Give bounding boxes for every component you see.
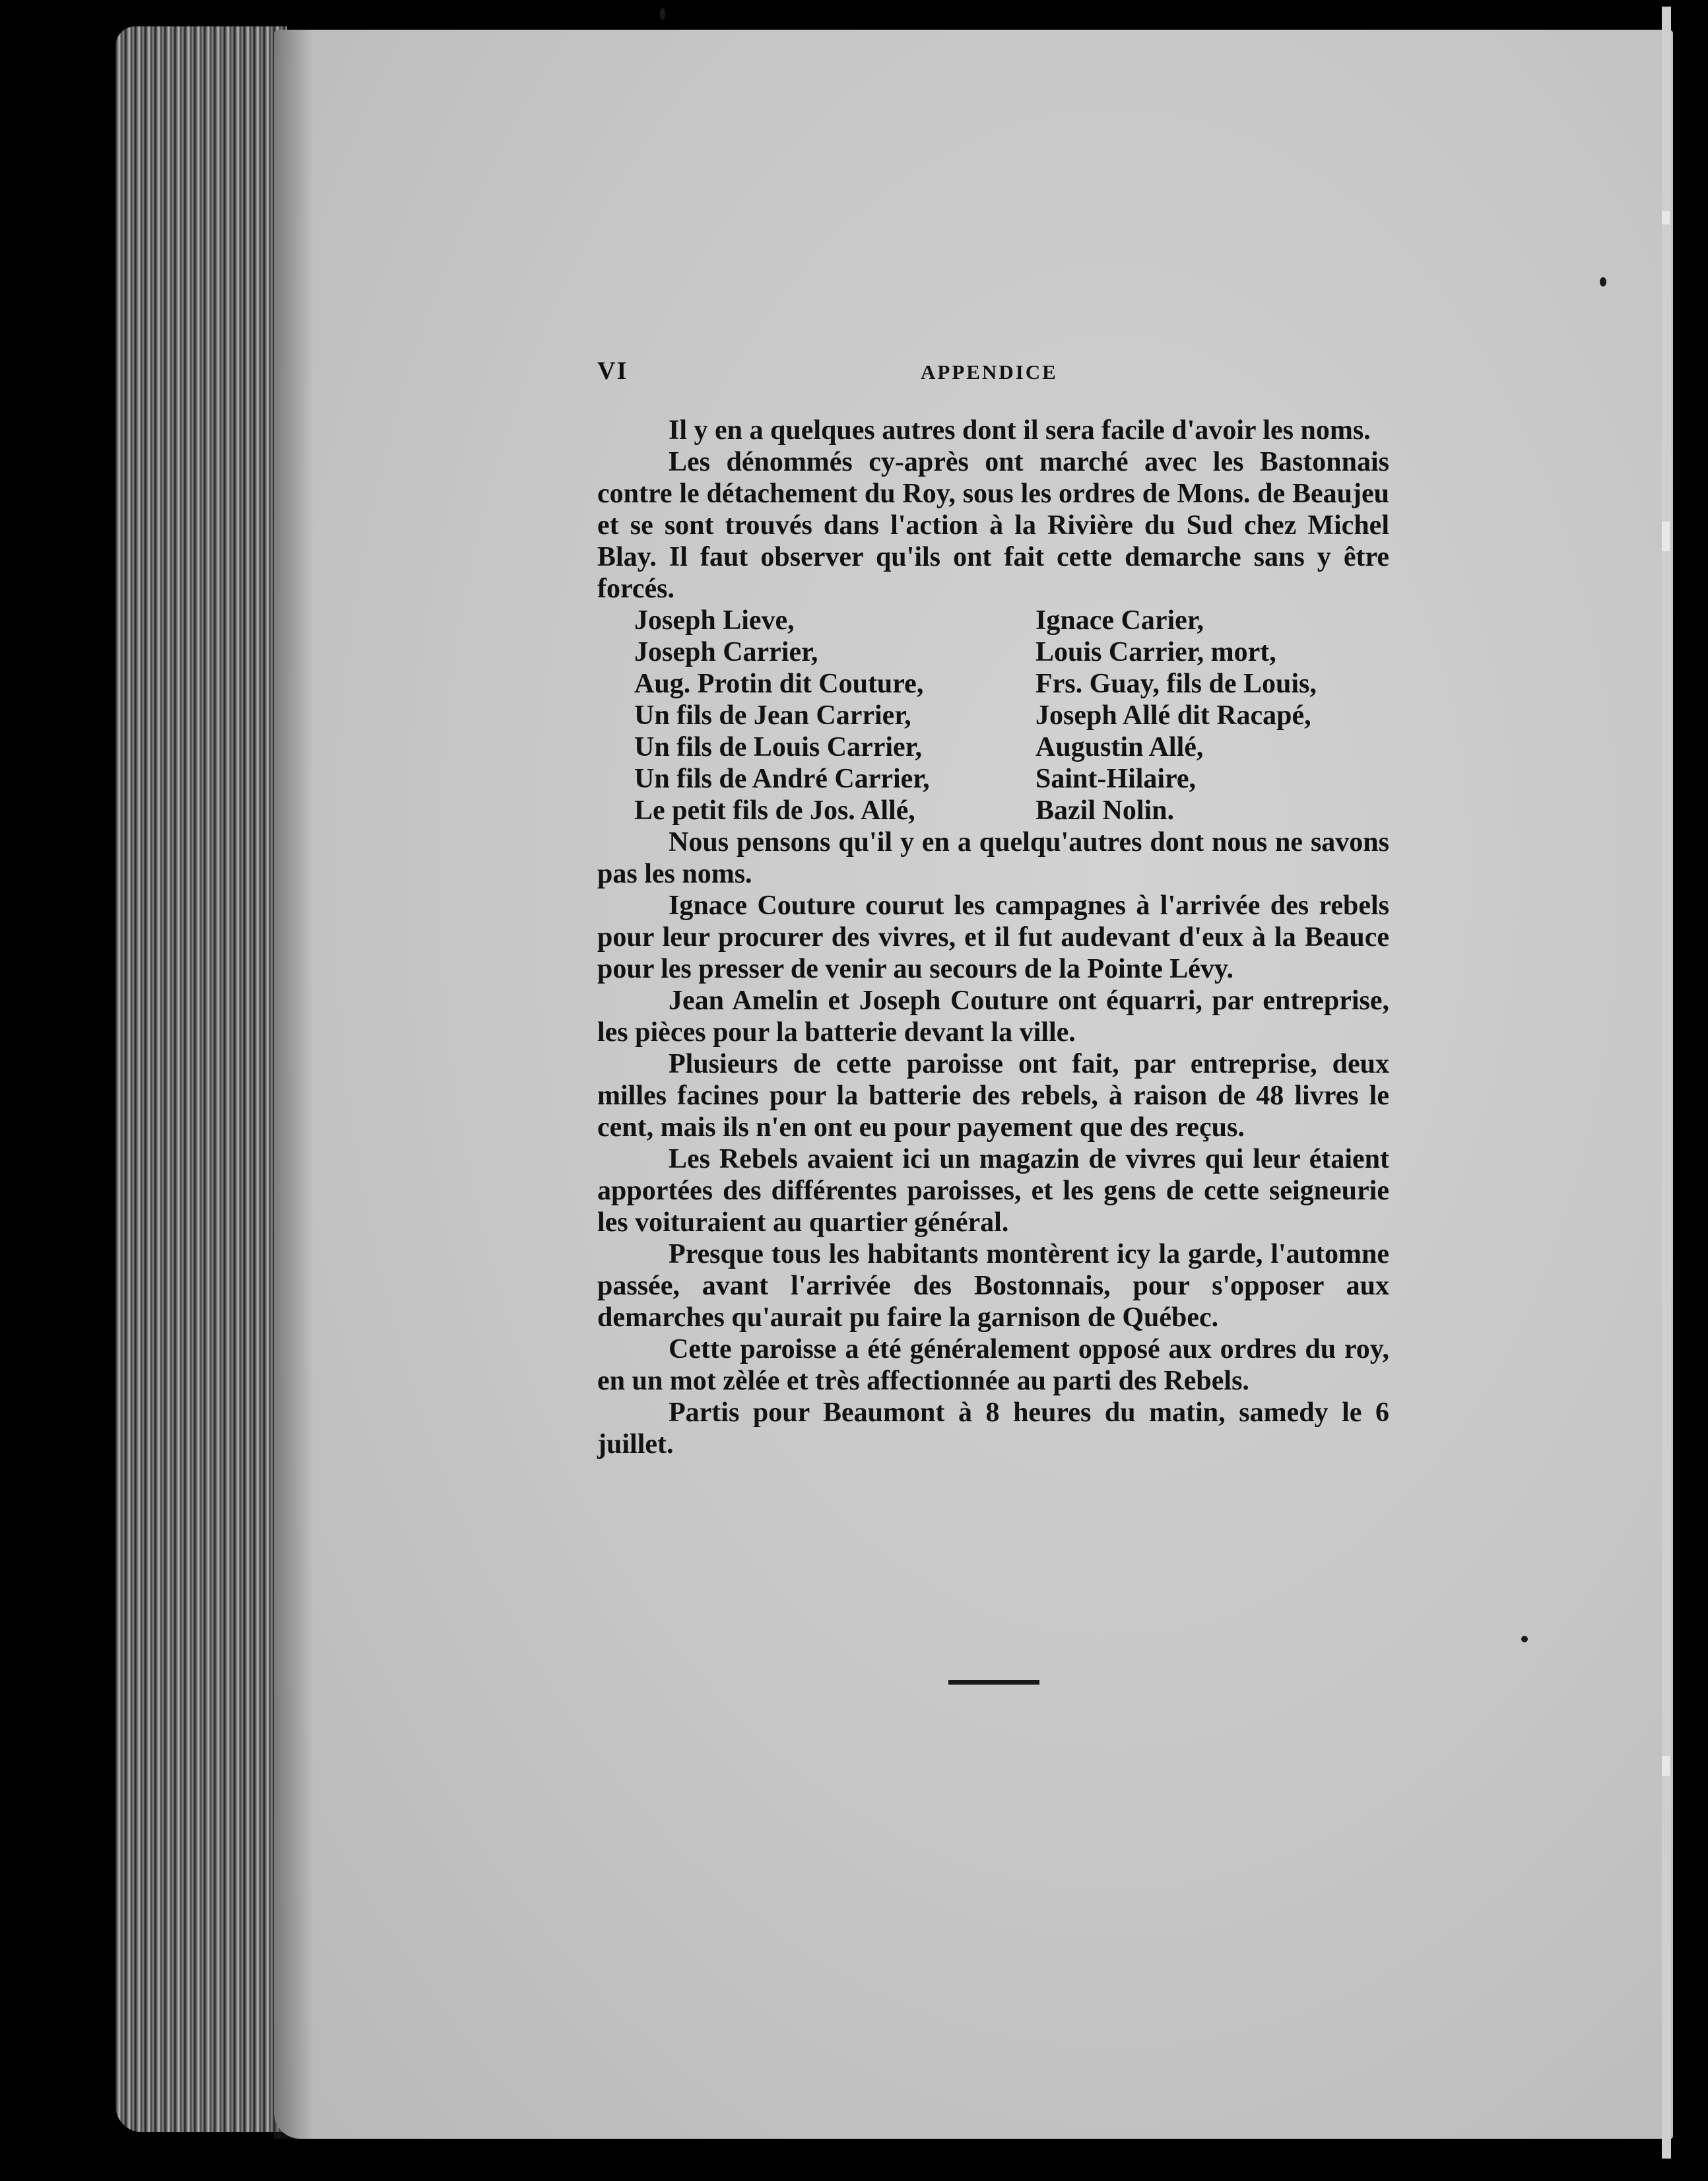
page-body (597, 415, 1389, 1460)
paragraph: Cette paroisse a été généralement opposé aux ordres du roy, en un mot zèlée et très affectionnée au parti des Rebels. (597, 1334, 1389, 1396)
names-list (597, 605, 1389, 826)
right-page-edge (1662, 7, 1671, 2159)
name-entry: Joseph Carrier, (634, 637, 818, 667)
name-entry: Le petit fils de Jos. Allé, (634, 795, 915, 826)
paragraph: Jean Amelin et Joseph Couture ont équarri, par entreprise, les pièces pour la batterie devant la ville. (597, 986, 1389, 1048)
name-entry: Un fils de Louis Carrier, (634, 732, 922, 762)
page-header (597, 356, 1389, 389)
gutter-shadow (274, 30, 313, 2139)
paragraph: Les dénommés cy-après ont marché avec les Bastonnais contre le détachement du Roy, sous les ordres de Mons. de Beaujeu et se sont trouvés dans l'action à la Rivière du Sud chez Michel Blay. Il faut observer qu'ils ont fait cette demarche sans y être forcés. (597, 447, 1389, 604)
book-page-edges (115, 26, 287, 2132)
paragraph: Il y en a quelques autres dont il sera facile d'avoir les noms. (669, 415, 1371, 446)
paragraph: Les Rebels avaient ici un magazin de vivres qui leur étaient apportées des différentes paroisses, et les gens de cette seigneurie les voituraient au quartier général. (597, 1144, 1389, 1238)
name-entry: Bazil Nolin. (1035, 795, 1175, 826)
name-entry: Joseph Lieve, (634, 605, 795, 636)
edge-mark (1662, 521, 1670, 551)
name-entry: Un fils de Jean Carrier, (634, 700, 911, 731)
name-entry: Frs. Guay, fils de Louis, (1035, 669, 1317, 699)
name-entry: Aug. Protin dit Couture, (634, 669, 924, 699)
name-entry: Louis Carrier, mort, (1035, 637, 1276, 667)
name-entry: Augustin Allé, (1035, 732, 1204, 762)
ink-speck (1521, 1636, 1528, 1642)
name-entry: Joseph Allé dit Racapé, (1035, 700, 1311, 731)
section-end-rule (948, 1680, 1039, 1685)
name-entry: Saint-Hilaire, (1035, 764, 1197, 794)
name-entry: Ignace Carier, (1035, 605, 1204, 636)
paragraph: Plusieurs de cette paroisse ont fait, par entreprise, deux milles facines pour la batterie des rebels, à raison de 48 livres le cent, mais ils n'en ont eu pour payement que des reçus. (597, 1049, 1389, 1143)
paragraph: Partis pour Beaumont à 8 heures du matin, samedy le 6 juillet. (597, 1397, 1389, 1460)
names-column-right (1035, 605, 1379, 826)
ink-speck (660, 8, 665, 20)
ink-speck (1600, 277, 1606, 286)
edge-mark (1662, 211, 1670, 224)
edge-mark (1662, 1756, 1670, 1776)
paragraph: Nous pensons qu'il y en a quelqu'autres dont nous ne savons pas les noms. (597, 827, 1389, 889)
paragraph: Ignace Couture courut les campagnes à l'arrivée des rebels pour leur procurer des vivres, et il fut audevant d'eux à la Beauce pour les presser de venir au secours de la Pointe Lévy. (597, 890, 1389, 984)
running-head: APPENDICE (921, 360, 1058, 384)
name-entry: Un fils de André Carrier, (634, 764, 930, 794)
page-number: VI (597, 357, 628, 385)
paragraph: Presque tous les habitants montèrent icy la garde, l'automne passée, avant l'arrivée des Bostonnais, pour s'opposer aux demarches qu'aurait pu faire la garnison de Québec. (597, 1239, 1389, 1333)
names-column-left (634, 605, 1035, 826)
